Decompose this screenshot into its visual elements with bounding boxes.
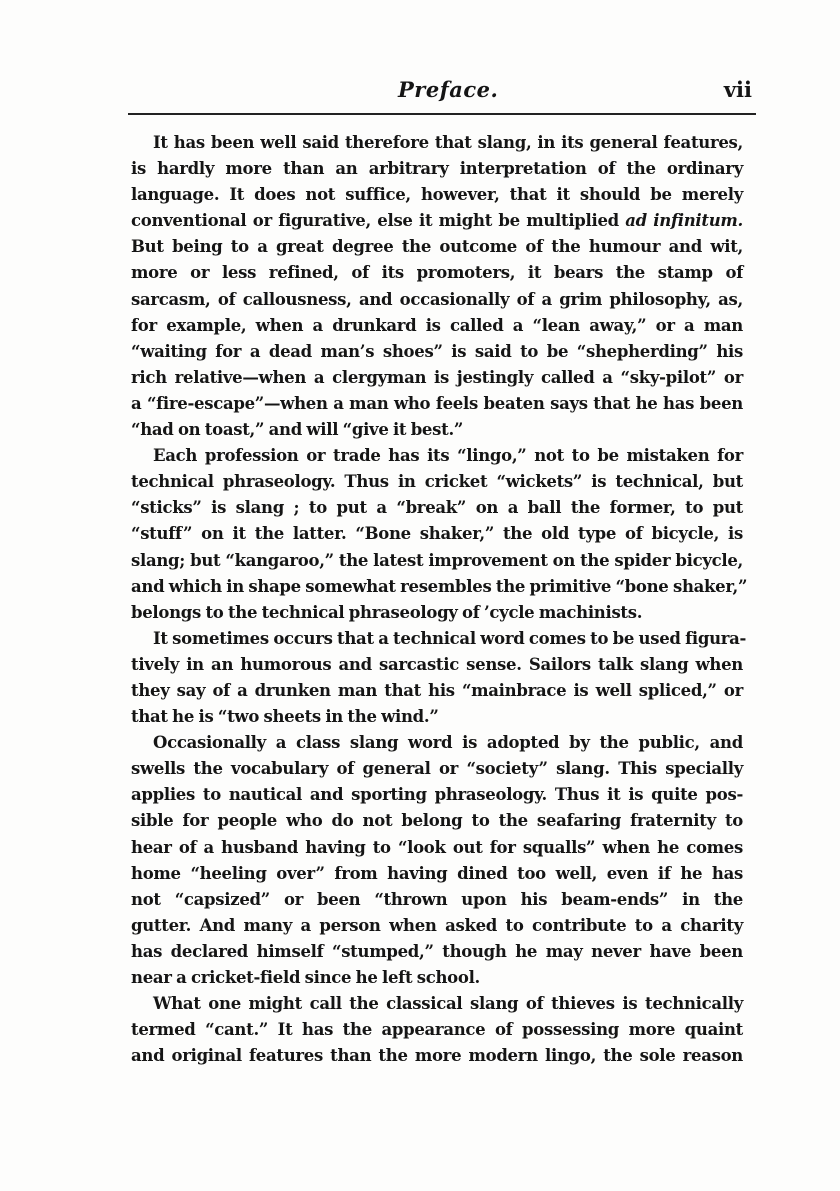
text-line: “had on toast,” and will “give it best.” (131, 420, 464, 440)
text-line: rich relative—when a clergyman is jestingly called a “sky-pilot” or (131, 367, 743, 387)
text-line: near a cricket-field since he left school. (131, 968, 480, 987)
running-title: Preface. (398, 77, 499, 102)
text-line: “sticks” is slang ; to put a “break” on a ball the former, to put (131, 498, 743, 518)
text-line: tively in an humorous and sarcastic sense. Sailors talk slang when (131, 654, 743, 674)
text-line: they say of a drunken man that his “mainbrace is well spliced,” or (131, 680, 743, 700)
text-line: technical phraseology. Thus in cricket “wickets” is technical, but (131, 472, 743, 492)
text-line: gutter. And many a person when asked to contribute to a charity (131, 915, 743, 935)
text-line: more or less refined, of its promoters, it bears the stamp of (131, 263, 743, 283)
text-line: hear of a husband having to “look out for squalls” when he comes (131, 837, 743, 857)
text-line: “waiting for a dead man’s shoes” is said to be “shepherding” his (131, 341, 743, 361)
text-line: is hardly more than an arbitrary interpretation of the ordinary (131, 159, 743, 179)
text-line: a “fire-escape”—when a man who feels beaten says that he has been (131, 393, 743, 413)
italic-phrase: ad infinitum. (625, 211, 743, 231)
text-line: and original features than the more modern lingo, the sole reason (131, 1046, 743, 1066)
text-line: that he is “two sheets in the wind.” (131, 707, 439, 727)
text-line: swells the vocabulary of general or “society” slang. This specially (131, 759, 743, 779)
text-line: sible for people who do not belong to the seafaring fraternity to (131, 811, 743, 831)
header-rule (128, 113, 756, 115)
text-line: What one might call the classical slang of thieves is technically (153, 994, 743, 1014)
text-line-with-italic (131, 208, 743, 234)
text-line: for example, when a drunkard is called a “lean away,” or a man (131, 315, 743, 335)
text-line: “stuff” on it the latter. “Bone shaker,” the old type of bicycle, is (131, 524, 743, 544)
text-line: slang; but “kangaroo,” the latest improvement on the spider bicycle, (131, 550, 743, 570)
text-segment: conventional or figurative, else it might be multiplied (131, 211, 626, 231)
text-line: Occasionally a class slang word is adopted by the public, and (153, 733, 743, 753)
text-line: It sometimes occurs that a technical word comes to be used figura- (153, 628, 747, 648)
text-line: termed “cant.” It has the appearance of possessing more quaint (131, 1020, 743, 1040)
text-line: and which in shape somewhat resembles the primitive “bone shaker,” (131, 576, 748, 596)
text-line: applies to nautical and sporting phraseology. Thus it is quite pos- (131, 785, 743, 805)
page-number: vii (723, 77, 752, 102)
text-line: has declared himself “stumped,” though he may never have been (131, 941, 743, 961)
text-line: But being to a great degree the outcome of the humour and wit, (131, 237, 743, 257)
text-line: Each profession or trade has its “lingo,” not to be mistaken for (153, 446, 743, 466)
text-line: not “capsized” or been “thrown upon his beam-ends” in the (131, 889, 743, 909)
text-line: It has been well said therefore that slang, in its general features, (153, 133, 743, 152)
text-line: belongs to the technical phraseology of ’cycle machinists. (131, 602, 643, 622)
text-line: home “heeling over” from having dined too well, even if he has (131, 863, 743, 883)
text-line: language. It does not suffice, however, that it should be merely (131, 185, 743, 205)
body-text (131, 130, 748, 1069)
page-header (128, 72, 756, 110)
text-line: sarcasm, of callousness, and occasionally of a grim philosophy, as, (131, 289, 743, 309)
